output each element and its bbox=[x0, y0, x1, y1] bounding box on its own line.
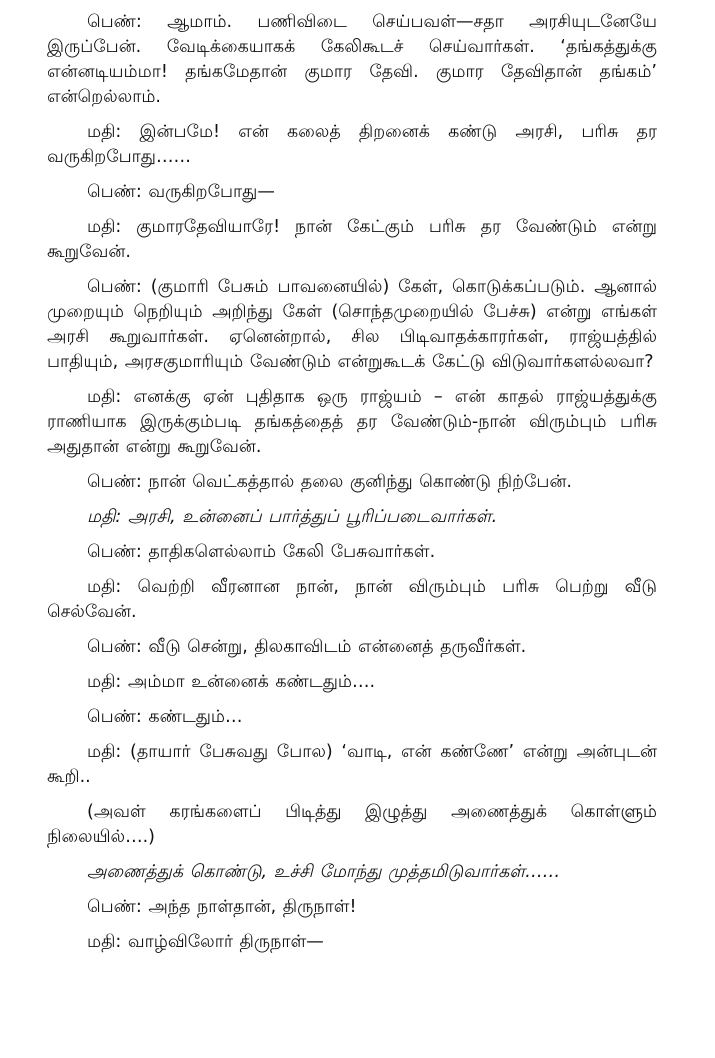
paragraph: பெண்: கண்டதும்… bbox=[87, 707, 243, 727]
paragraph: மதி: அரசி, உன்னைப் பார்த்துப் பூரிப்படைவார்கள். bbox=[87, 507, 498, 527]
paragraph: மதி: அம்மா உன்னைக் கண்டதும்…. bbox=[87, 672, 376, 692]
paragraph: பெண்: வீடு சென்று, திலகாவிடம் என்னைத் தருவீர்கள். bbox=[87, 637, 527, 657]
paragraph: பெண்: அந்த நாள்தான், திருநாள்! bbox=[87, 897, 357, 917]
paragraph: அணைத்துக் கொண்டு, உச்சி மோந்து முத்தமிடுவார்கள்…… bbox=[87, 862, 561, 882]
paragraph: பெண்: நான் வெட்கத்தால் தலை குனிந்து கொண்டு நிற்பேன். bbox=[87, 472, 572, 492]
paragraph: மதி: குமாரதேவியாரே! நான் கேட்கும் பரிசு தர வேண்டும் என்று கூறுவேன். bbox=[47, 217, 657, 262]
document-page bbox=[47, 10, 657, 965]
paragraph: மதி: இன்பமே! என் கலைத் திறனைக் கண்டு அரசி, பரிசு தர வருகிறபோது…… bbox=[47, 122, 657, 167]
paragraph: பெண்: ஆமாம். பணிவிடை செய்பவள்—சதா அரசியுடனேயே இருப்பேன். வேடிக்கையாகக் கேலிகூடச் செய்வார்கள். ‘தங்கத்துக்கு என்னடியம்மா! தங்கமேதான் குமார தேவி. குமார தேவிதான் தங்கம்’ என்றெல்லாம். bbox=[47, 12, 657, 107]
stage-direction: (அவள் கரங்களைப் பிடித்து இழுத்து அணைத்துக் கொள்ளும் நிலையில்….) bbox=[47, 802, 657, 847]
paragraph: பெண்: தாதிகளெல்லாம் கேலி பேசுவார்கள். bbox=[87, 542, 436, 562]
paragraph: மதி: வெற்றி வீரனான நான், நான் விரும்பும் பரிசு பெற்று வீடு செல்வேன். bbox=[47, 577, 657, 622]
paragraph: பெண்: (குமாரி பேசும் பாவனையில்) கேள், கொடுக்கப்படும். ஆனால் முறையும் நெறியும் அறிந்து கேள் (சொந்தமுறையில் பேச்சு) என்று எங்கள் அரசி கூறுவார்கள். ஏனென்றால், சில பிடிவாதக்காரர்கள், ராஜ்யத்தில் பாதியும், அரசகுமாரியும் வேண்டும் என்றுகூடக் கேட்டு விடுவார்களல்லவா? bbox=[47, 277, 657, 372]
paragraph: பெண்: வருகிறபோது— bbox=[87, 182, 275, 202]
paragraph: மதி: (தாயார் பேசுவது போல) ‘வாடி, என் கண்ணே’ என்று அன்புடன் கூறி.. bbox=[47, 742, 657, 787]
paragraph: மதி: எனக்கு ஏன் புதிதாக ஒரு ராஜ்யம் – என் காதல் ராஜ்யத்துக்கு ராணியாக இருக்கும்படி தங்கத்தைத் தர வேண்டும்-நான் விரும்பும் பரிசு அதுதான் என்று கூறுவேன். bbox=[47, 387, 657, 457]
paragraph: மதி: வாழ்விலோர் திருநாள்— bbox=[87, 932, 324, 952]
